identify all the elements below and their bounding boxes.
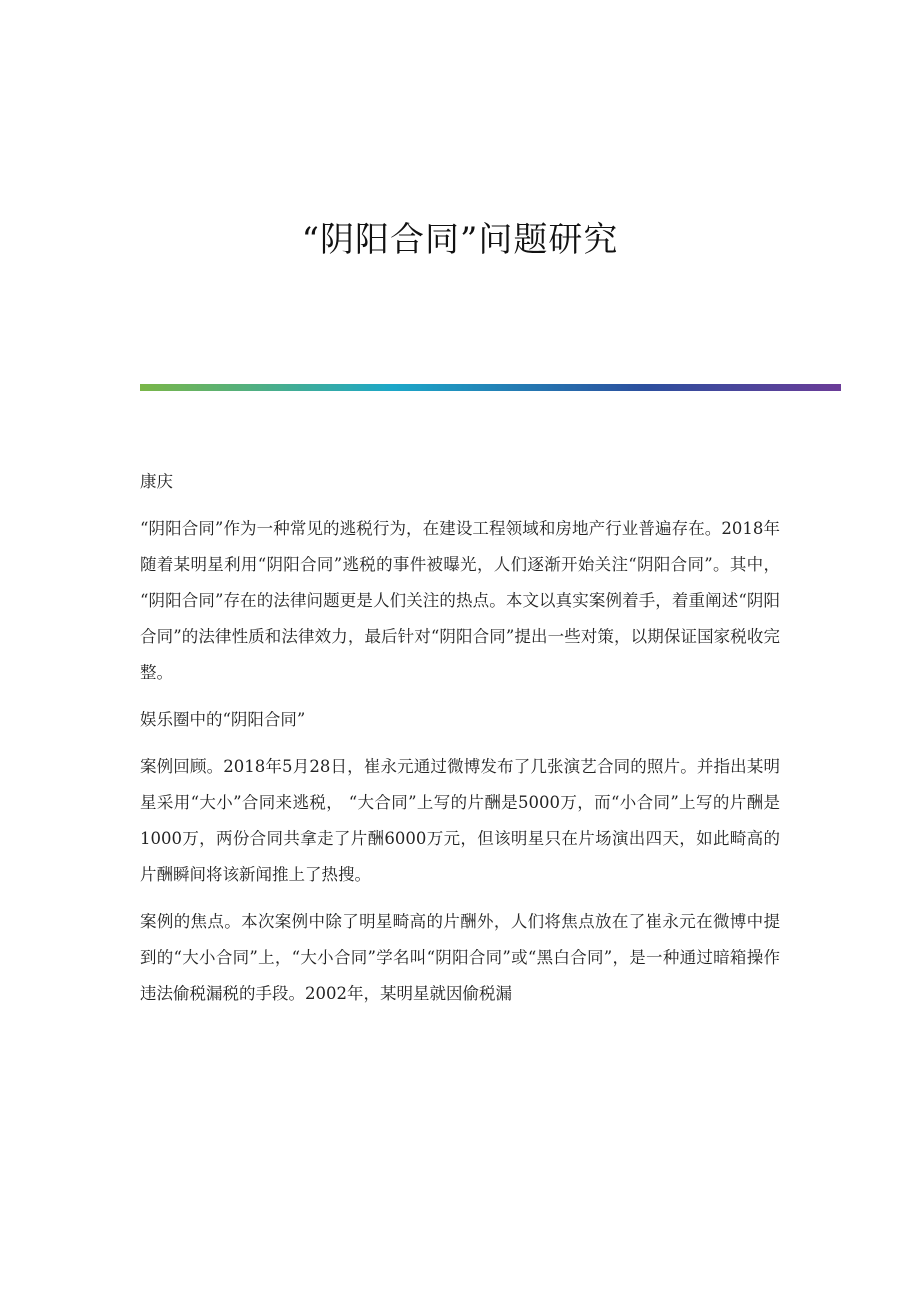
document-body <box>140 464 780 1023</box>
section-heading: 娱乐圈中的“阴阳合同” <box>140 710 306 729</box>
case-review-paragraph: 案例回顾。2018年5月28日，崔永元通过微博发布了几张演艺合同的照片。并指出某明星采用“大小”合同来逃税， “大合同”上写的片酬是5000万，而“小合同”上写的片酬是1000万，两份合同共拿走了片酬6000万元，但该明星只在片场演出四天，如此畸高的片酬瞬间将该新闻推上了热搜。 <box>140 757 780 884</box>
abstract-paragraph: “阴阳合同”作为一种常见的逃税行为，在建设工程领域和房地产行业普遍存在。2018年随着某明星利用“阴阳合同”逃税的事件被曝光，人们逐渐开始关注“阴阳合同”。其中， “阴阳合同”存在的法律问题更是人们关注的热点。本文以真实案例着手，着重阐述“阴阳合同”的法律性质和法律效力，最后针对“阴阳合同”提出一些对策，以期保证国家税收完整。 <box>140 519 780 682</box>
document-title: “阴阳合同”问题研究 <box>301 220 619 260</box>
author-name: 康庆 <box>140 472 173 491</box>
case-focus-paragraph: 案例的焦点。本次案例中除了明星畸高的片酬外，人们将焦点放在了崔永元在微博中提到的“大小合同”上，“大小合同”学名叫“阴阳合同”或“黑白合同”，是一种通过暗箱操作违法偷税漏税的手段。2002年，某明星就因偷税漏 <box>140 912 780 1003</box>
title-divider <box>140 384 841 391</box>
